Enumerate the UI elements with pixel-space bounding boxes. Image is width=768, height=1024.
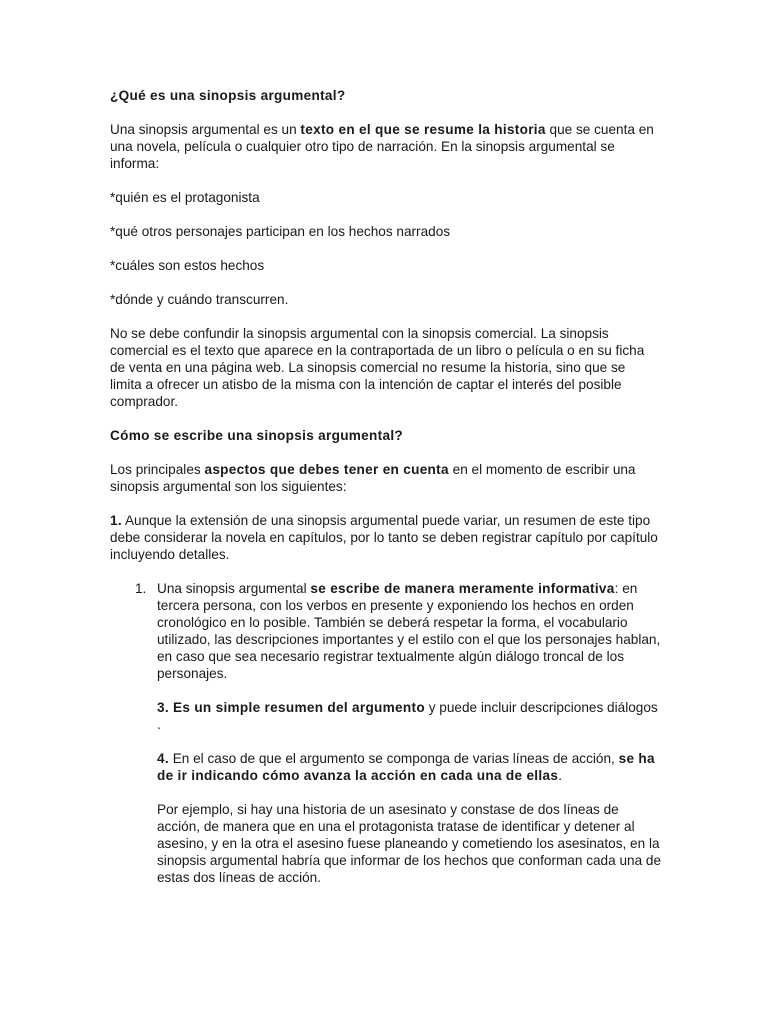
heading-what-is: ¿Qué es una sinopsis argumental? <box>110 88 346 103</box>
list-item-informative: Una sinopsis argumental se escribe de manera meramente informativa: en tercera persona, con los verbos en presente y exponiendo los hechos en orden cronológico en lo posible. También se deberá respetar la forma, el vocabulario utilizado, las descripciones importantes y el estilo con el que los personajes hablan, en caso que sea necesario registrar textualmente algún diálogo troncal de los personajes. <box>157 581 661 681</box>
point-1-paragraph: 1. Aunque la extensión de una sinopsis argumental puede variar, un resumen de este tipo debe considerar la novela en capítulos, por lo tanto se deben registrar capítulo por capítulo incluyendo detalles. <box>110 513 658 562</box>
aspects-paragraph: Los principales aspectos que debes tener en cuenta en el momento de escribir una sinopsis argumental son los siguientes: <box>110 462 636 494</box>
point-4-paragraph: 4. En el caso de que el argumento se componga de varias líneas de acción, se ha de ir indicando cómo avanza la acción en cada una de ellas. <box>157 751 655 783</box>
list-marker: 1. <box>135 581 147 596</box>
bullet-events: *cuáles son estos hechos <box>110 258 265 273</box>
commercial-synopsis-paragraph: No se debe confundir la sinopsis argumental con la sinopsis comercial. La sinopsis comercial es el texto que aparece en la contraportada de un libro o película o en su ficha de venta en una página web. La sinopsis comercial no resume la historia, sino que se limita a ofrecer un atisbo de la misma con la intención de captar el interés del posible comprador. <box>110 326 645 409</box>
numbered-list <box>135 580 663 886</box>
heading-how-to-write: Cómo se escribe una sinopsis argumental? <box>110 428 404 443</box>
bullet-protagonist: *quién es el protagonista <box>110 190 260 205</box>
bullet-where-when: *dónde y cuándo transcurren. <box>110 292 289 307</box>
document-body <box>110 87 660 886</box>
example-paragraph: Por ejemplo, si hay una historia de un asesinato y constase de dos líneas de acción, de manera que en una el protagonista tratase de identificar y detener al asesino, y en la otra el asesino fuese planeando y cometiendo los asesinatos, en la sinopsis argumental habría que informar de los hechos que conforman cada una de estas dos líneas de acción. <box>157 802 662 885</box>
intro-paragraph: Una sinopsis argumental es un texto en el que se resume la historia que se cuenta en una novela, película o cualquier otro tipo de narración. En la sinopsis argumental se informa: <box>110 122 654 171</box>
point-3-paragraph: 3. Es un simple resumen del argumento y puede incluir descripciones diálogos . <box>157 700 658 732</box>
bullet-characters: *qué otros personajes participan en los hechos narrados <box>110 224 451 239</box>
